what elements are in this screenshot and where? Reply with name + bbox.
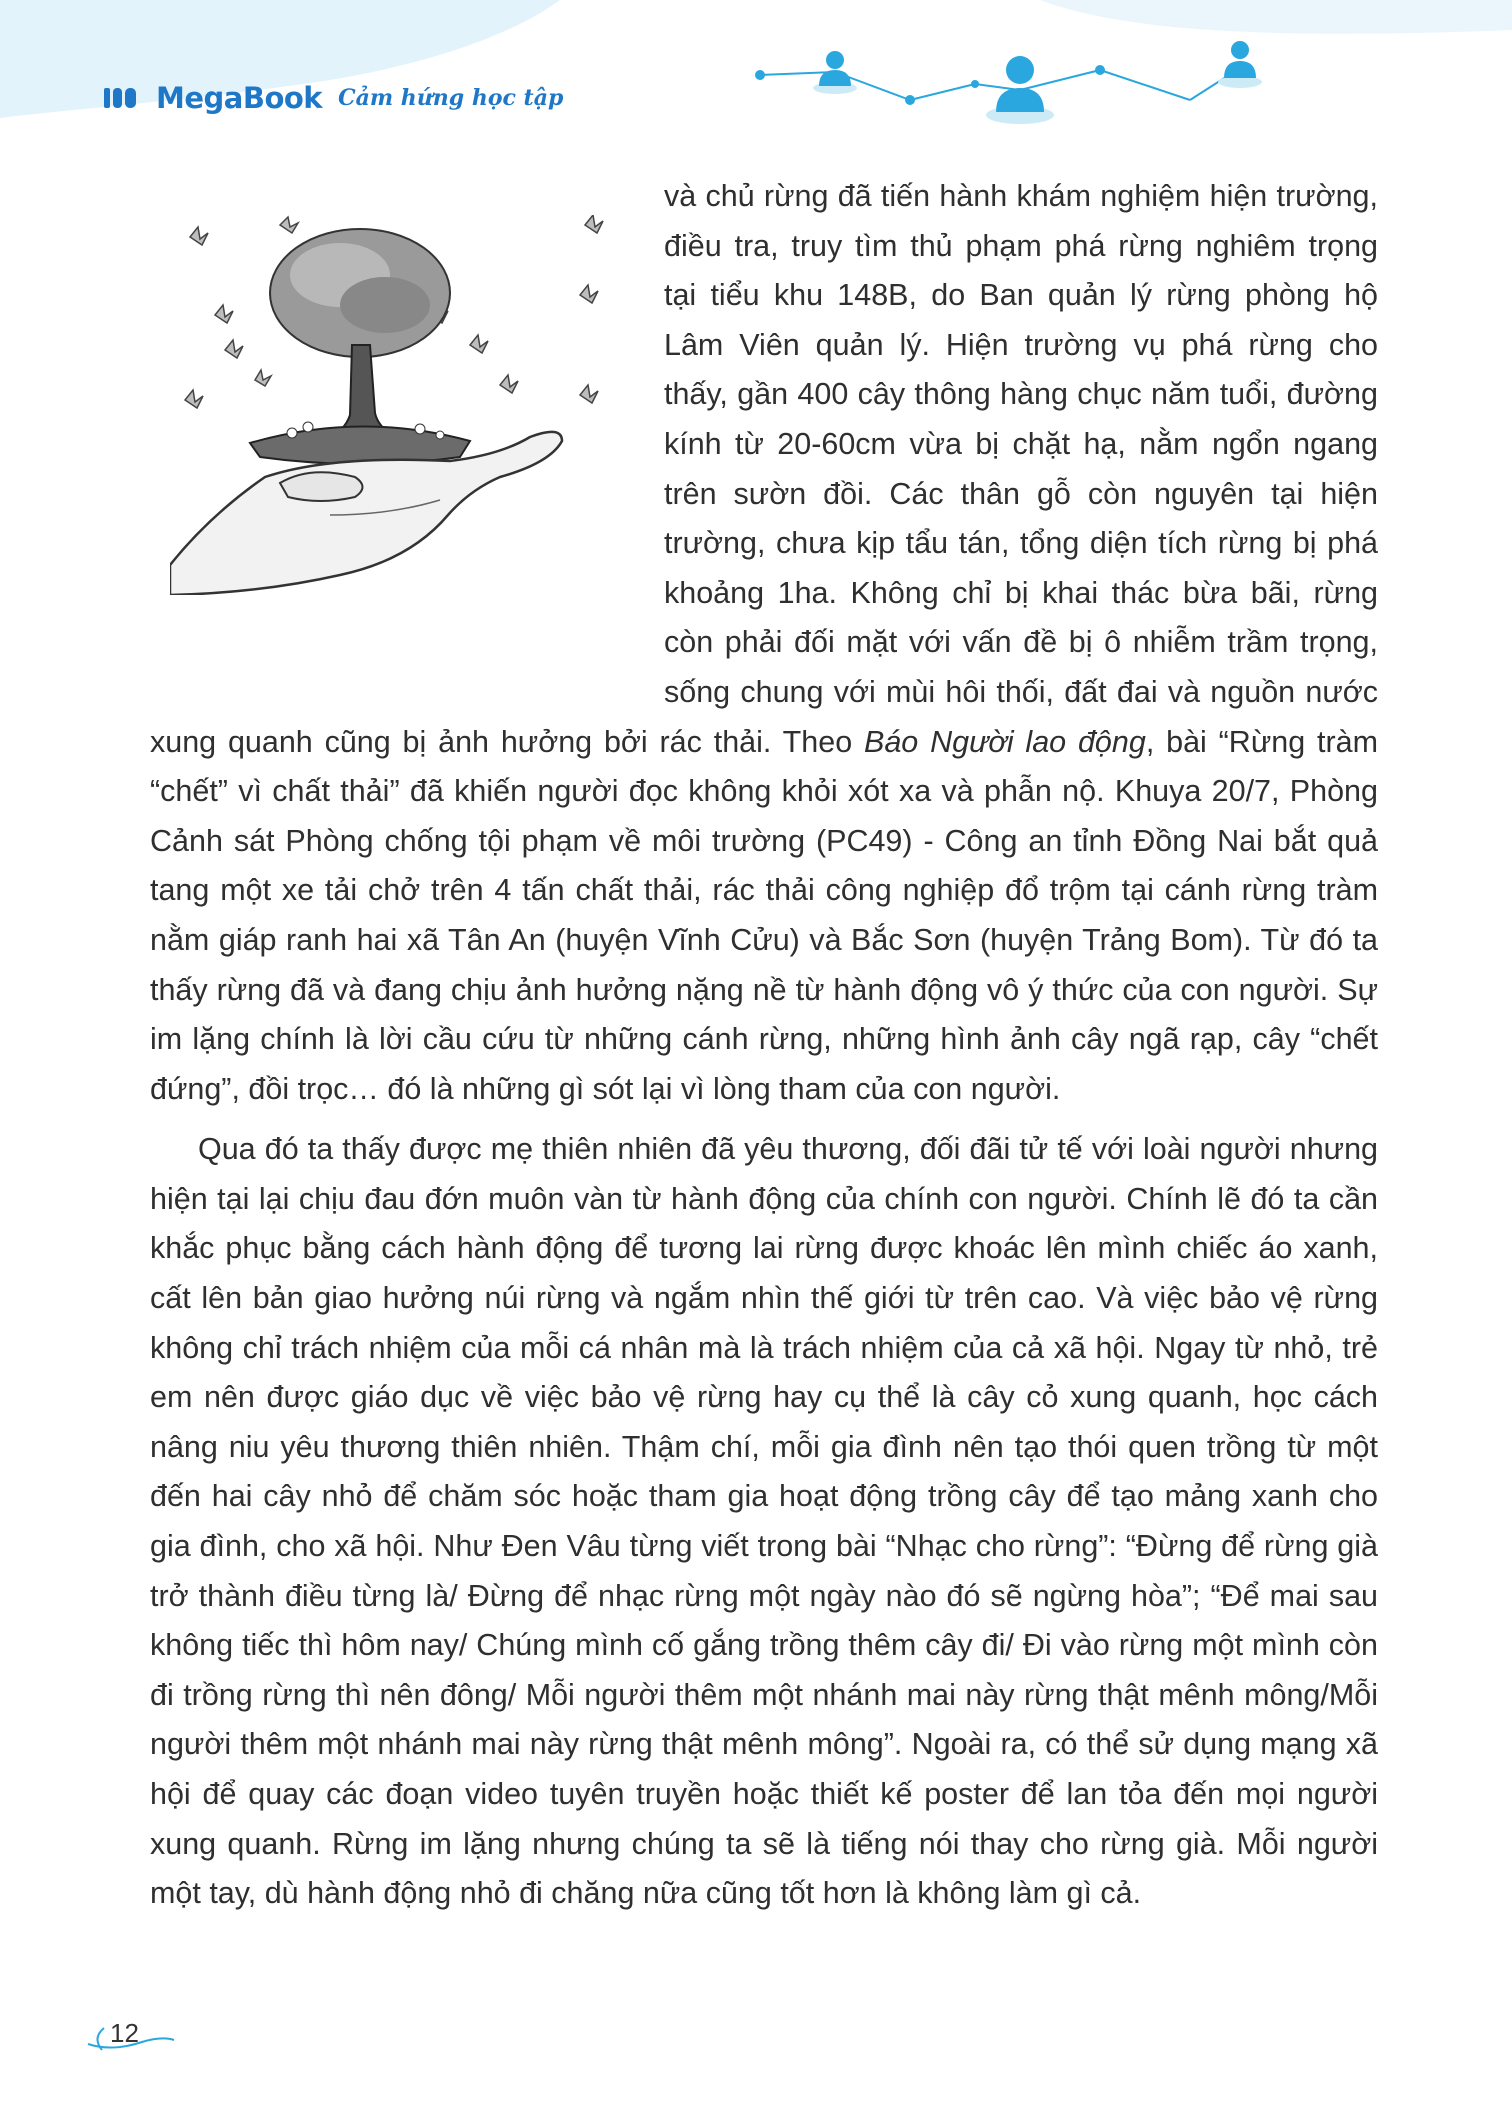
page-number: 12 — [110, 2018, 139, 2048]
brand-tagline: Cảm hứng học tập — [338, 85, 564, 111]
newspaper-name: Báo Người lao động — [863, 724, 1146, 759]
article-body — [150, 172, 1378, 1919]
megabook-logo-icon — [104, 86, 146, 110]
people-network-icon — [720, 30, 1280, 140]
illustration-float-area — [150, 172, 664, 668]
paragraph-1-text-a: và chủ rừng đã tiến hành khám nghiệm hiện trường, điều tra, truy tìm thủ phạm phá rừng nghiêm trọng tại tiểu khu 148B, do Ban quản lý rừng phòng hộ Lâm Viên quản lý. Hiện trường vụ phá rừng cho thấy, gần 400 cây thông hàng chục năm tuổi, đường kính từ 20-60cm vừa bị chặt hạ, nằm ngổn ngang trên sườn đồi. Các thân gỗ còn nguyên tại hiện trường, chưa kịp tẩu tán, tổng diện tích rừng bị phá khoảng 1ha. Không chỉ bị khai thác bừa bãi, rừng còn phải đối mặt với vấn đề bị ô nhiễm trầm trọng, sống chung với mùi hôi thối, đất đai và nguồn nước xung quanh cũng bị ảnh hưởng bởi rác thải. Theo — [150, 179, 1378, 759]
paragraph-2: Qua đó ta thấy được mẹ thiên nhiên đã yêu thương, đối đãi tử tế với loài người nhưng hiện tại lại chịu đau đớn muôn vàn từ hành động của chính con người. Chính lẽ đó ta cần khắc phục bằng cách hành động để tương lai rừng được khoác lên mình chiếc áo xanh, cất lên bản giao hưởng núi rừng và ngắm nhìn thế giới từ trên cao. Và việc bảo vệ rừng không chỉ trách nhiệm của mỗi cá nhân mà là trách nhiệm của cả xã hội. Ngay từ nhỏ, trẻ em nên được giáo dục về việc bảo vệ rừng hay cụ thể là cây cỏ xung quanh, học cách nâng niu yêu thương thiên nhiên. Thậm chí, mỗi gia đình nên tạo thói quen trồng từ một đến hai cây nhỏ để chăm sóc hoặc tham gia hoạt động trồng cây để tạo mảng xanh cho gia đình, cho xã hội. Như Đen Vâu từng viết trong bài “Nhạc cho rừng”: “Đừng để rừng già trở thành điều từng là/ Đừng để nhạc rừng một ngày nào đó sẽ ngừng hòa”; “Để mai sau không tiếc thì hôm nay/ Chúng mình cố gắng trồng thêm cây đi/ Đi vào rừng một mình còn đi trồng rừng thì nên đông/ Mỗi người thêm một nhánh mai này rừng thật mênh mông/Mỗi người thêm một nhánh mai này rừng thật mênh mông”. Ngoài ra, có thể sử dụng mạng xã hội để quay các đoạn video tuyên truyền hoặc thiết kế poster để lan tỏa đến mọi người xung quanh. Rừng im lặng nhưng chúng ta sẽ là tiếng nói thay cho rừng già. Mỗi người một tay, dù hành động nhỏ đi chăng nữa cũng tốt hơn là không làm gì cả. — [150, 1132, 1378, 1911]
paragraph-1-text-b: , bài “Rừng tràm “chết” vì chất thải” đã khiến người đọc không khỏi xót xa và phẫn nộ. Khuya 20/7, Phòng Cảnh sát Phòng chống tội phạm về môi trường (PC49) - Công an tỉnh Đồng Nai bắt quả tang một xe tải chở trên 4 tấn chất thải, rác thải công nghiệp đổ trộm tại cánh rừng tràm nằm giáp ranh hai xã Tân An (huyện Vĩnh Cửu) và Bắc Sơn (huyện Trảng Bom). Từ đó ta thấy rừng đã và đang chịu ảnh hưởng nặng nề từ hành động vô ý thức của con người. Sự im lặng chính là lời cầu cứu từ những cánh rừng, những hình ảnh cây ngã rạp, cây “chết đứng”, đồi trọc… đó là những gì sót lại vì lòng tham của con người. — [150, 724, 1378, 1106]
brand-name: MegaBook — [156, 81, 323, 115]
brand-header — [104, 78, 563, 118]
